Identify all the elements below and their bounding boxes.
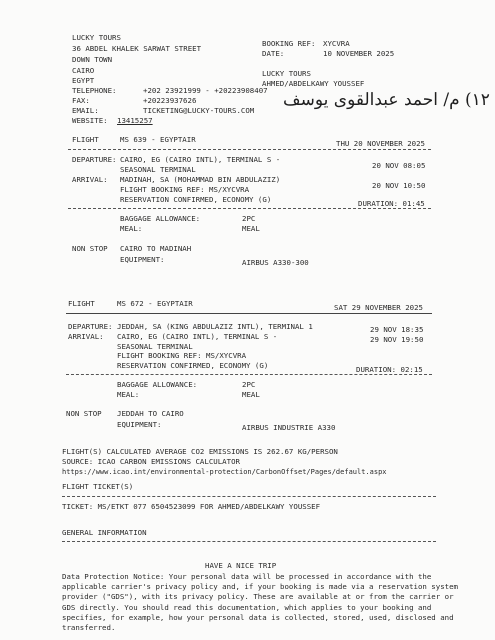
passenger-name: AHMED/ABDELKAWY YOUSSEF	[262, 79, 365, 88]
meal-label: MEAL:	[117, 390, 140, 399]
flight-date: THU 20 NOVEMBER 2025	[336, 139, 425, 148]
reservation-status: RESERVATION CONFIRMED, ECONOMY (G)	[117, 361, 269, 370]
departure-time: 20 NOV 08:05	[372, 161, 426, 170]
flight-duration: DURATION: 01:45	[358, 199, 425, 208]
equipment-label: EQUIPMENT:	[117, 420, 162, 429]
reservation-status: RESERVATION CONFIRMED, ECONOMY (G)	[120, 195, 272, 204]
section-divider	[62, 496, 436, 497]
general-info-heading: GENERAL INFORMATION	[62, 528, 147, 537]
flight-booking-ref: FLIGHT BOOKING REF: MS/XYCVRA	[120, 185, 250, 194]
departure-terminal: SEASONAL TERMINAL	[120, 165, 196, 174]
departure-time: 29 NOV 18:35	[370, 325, 424, 334]
meal-value: MEAL	[242, 224, 260, 233]
arrival-time: 29 NOV 19:50	[370, 335, 424, 344]
flight-number: MS 672 - EGYPTAIR	[117, 299, 193, 308]
section-divider	[66, 374, 432, 375]
emissions-url-link[interactable]: https://www.icao.int/environmental-protection/CarbonOffset/Pages/default.aspx	[62, 468, 387, 476]
section-divider	[68, 149, 431, 150]
stop-type: NON STOP	[72, 244, 108, 253]
arrival-terminal: SEASONAL TERMINAL	[117, 342, 193, 351]
departure-label: DEPARTURE:	[68, 322, 113, 331]
flight-label: FLIGHT	[72, 135, 99, 144]
agency-address-2: DOWN TOWN	[72, 55, 113, 64]
arrival-location: MADINAH, SA (MOHAMMAD BIN ABDULAZIZ)	[120, 175, 281, 184]
tickets-heading: FLIGHT TICKET(S)	[62, 482, 134, 491]
have-nice-trip: HAVE A NICE TRIP	[205, 561, 277, 570]
booking-ref-value: XYCVRA	[323, 39, 350, 48]
fax-label: FAX:	[72, 96, 90, 105]
data-protection-notice: Data Protection Notice: Your personal data will be processed in accordance with the applicable carrier's privacy policy and, if your booking is made via a reservation system provider ("GDS"), with its privacy policy. These are available at or from the carrier or GDS directly. You should read this documentation, which applies to your booking and specifies, for example, how your personal data is collected, stored, used, disclosed and transferred.	[62, 572, 459, 633]
ticket-line: TICKET: MS/ETKT 077 6504523099 FOR AHMED/ABDELKAWY YOUSSEF	[62, 502, 321, 511]
website-link[interactable]: 13415257	[117, 116, 153, 125]
departure-location: JEDDAH, SA (KING ABDULAZIZ INTL), TERMINAL 1	[117, 322, 313, 331]
flight-date: SAT 29 NOVEMBER 2025	[334, 303, 423, 312]
agency-name: LUCKY TOURS	[72, 33, 121, 42]
equipment-value: AIRBUS INDUSTRIE A330	[242, 423, 336, 432]
route: JEDDAH TO CAIRO	[117, 409, 184, 418]
section-divider	[68, 208, 431, 209]
arrival-location: CAIRO, EG (CAIRO INTL), TERMINAL S -	[117, 332, 278, 341]
section-divider	[66, 313, 432, 314]
route: CAIRO TO MADINAH	[120, 244, 192, 253]
baggage-label: BAGGAGE ALLOWANCE:	[120, 214, 201, 223]
baggage-value: 2PC	[242, 214, 256, 223]
equipment-label: EQUIPMENT:	[120, 255, 165, 264]
departure-label: DEPARTURE:	[72, 155, 117, 164]
flight-duration: DURATION: 02:15	[356, 365, 423, 374]
arrival-time: 20 NOV 10:50	[372, 181, 426, 190]
baggage-value: 2PC	[242, 380, 256, 389]
booking-date-label: DATE:	[262, 49, 285, 58]
telephone-label: TELEPHONE:	[72, 86, 117, 95]
meal-label: MEAL:	[120, 224, 143, 233]
departure-location: CAIRO, EG (CAIRO INTL), TERMINAL S -	[120, 155, 281, 164]
fax-value: +20223937626	[143, 96, 197, 105]
stop-type: NON STOP	[66, 409, 102, 418]
email-label: EMAIL:	[72, 106, 99, 115]
equipment-value: AIRBUS A330-300	[242, 258, 309, 267]
flight-number: MS 639 - EGYPTAIR	[120, 135, 196, 144]
meal-value: MEAL	[242, 390, 260, 399]
section-divider	[62, 541, 436, 542]
email-value: TICKETING@LUCKY-TOURS.COM	[143, 106, 255, 115]
booking-agency-name: LUCKY TOURS	[262, 69, 311, 78]
agency-address-1: 36 ABDEL KHALEK SARWAT STREET	[72, 44, 202, 53]
arrival-label: ARRIVAL:	[72, 175, 108, 184]
booking-ref-label: BOOKING REF:	[262, 39, 316, 48]
agency-city: CAIRO	[72, 66, 95, 75]
emissions-line: FLIGHT(S) CALCULATED AVERAGE CO2 EMISSIONS IS 262.67 KG/PERSON	[62, 447, 338, 456]
handwritten-passenger-name: ١٢) م/ احمد عبدالقوى يوسف	[283, 90, 490, 110]
website-label: WEBSITE:	[72, 116, 108, 125]
flight-booking-ref: FLIGHT BOOKING REF: MS/XYCVRA	[117, 351, 247, 360]
baggage-label: BAGGAGE ALLOWANCE:	[117, 380, 198, 389]
booking-date-value: 10 NOVEMBER 2025	[323, 49, 395, 58]
flight-label: FLIGHT	[68, 299, 95, 308]
telephone-value: +202 23921999 - +20223908407	[143, 86, 268, 95]
emissions-source: SOURCE: ICAO CARBON EMISSIONS CALCULATOR	[62, 457, 240, 466]
arrival-label: ARRIVAL:	[68, 332, 104, 341]
agency-country: EGYPT	[72, 76, 95, 85]
